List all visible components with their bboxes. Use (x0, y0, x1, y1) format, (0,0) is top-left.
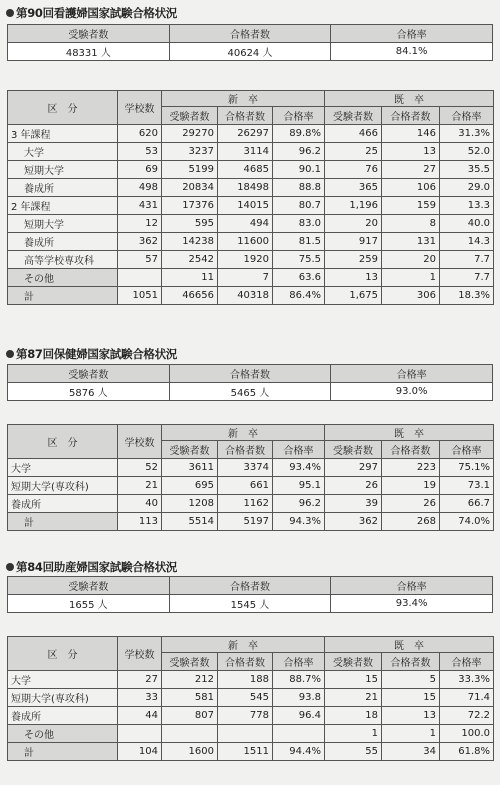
summary-pass-rate: 93.0% (331, 383, 493, 401)
column-header-pass-rate: 合格率 (440, 653, 494, 671)
column-header-passers: 合格者数 (382, 107, 440, 125)
cell-schools: 52 (118, 459, 162, 477)
cell-new-passers: 14015 (218, 197, 273, 215)
cell-new-examinees: 807 (162, 707, 218, 725)
cell-prev-passers: 268 (382, 513, 440, 531)
cell-new-passers (218, 725, 273, 743)
cell-new-passers: 3374 (218, 459, 273, 477)
midwife-summary-table (7, 576, 493, 613)
summary-pass-rate: 93.4% (331, 595, 493, 613)
summary-examinees: 48331 人 (8, 43, 170, 61)
cell-prev-examinees: 39 (325, 495, 382, 513)
table-row (8, 233, 494, 251)
cell-new-passers: 1511 (218, 743, 273, 761)
header-examinees: 受験者数 (8, 577, 170, 595)
cell-prev-examinees: 76 (325, 161, 382, 179)
column-header-schools: 学校数 (118, 91, 162, 125)
cell-prev-examinees: 917 (325, 233, 382, 251)
section-title-nurse (6, 5, 177, 21)
nurse-summary-table (7, 24, 493, 61)
section-title-midwife (6, 559, 177, 575)
cell-prev-pass-rate: 61.8% (440, 743, 494, 761)
column-header-examinees: 受験者数 (162, 441, 218, 459)
cell-new-examinees: 3611 (162, 459, 218, 477)
cell-schools: 44 (118, 707, 162, 725)
header-passers: 合格者数 (169, 25, 331, 43)
column-header-new-graduates: 新 卒 (162, 637, 325, 653)
cell-new-pass-rate: 86.4% (273, 287, 325, 305)
cell-prev-examinees: 1,196 (325, 197, 382, 215)
table-row (8, 743, 494, 761)
cell-prev-pass-rate: 52.0 (440, 143, 494, 161)
cell-schools (118, 725, 162, 743)
cell-prev-pass-rate: 33.3% (440, 671, 494, 689)
table-row (8, 689, 494, 707)
column-header-passers: 合格者数 (382, 441, 440, 459)
cell-schools: 40 (118, 495, 162, 513)
section-title-text: 第87回保健婦国家試験合格状況 (16, 347, 178, 361)
cell-new-pass-rate: 96.4 (273, 707, 325, 725)
cell-prev-pass-rate: 18.3% (440, 287, 494, 305)
cell-new-passers: 11600 (218, 233, 273, 251)
cell-prev-passers: 15 (382, 689, 440, 707)
cell-new-pass-rate: 95.1 (273, 477, 325, 495)
cell-schools: 69 (118, 161, 162, 179)
cell-new-examinees: 581 (162, 689, 218, 707)
column-header-examinees: 受験者数 (162, 653, 218, 671)
column-header-pass-rate: 合格率 (273, 441, 325, 459)
cell-new-pass-rate: 88.7% (273, 671, 325, 689)
cell-new-examinees: 14238 (162, 233, 218, 251)
table-row (8, 251, 494, 269)
cell-prev-examinees: 259 (325, 251, 382, 269)
cell-prev-passers: 1 (382, 725, 440, 743)
cell-new-passers: 778 (218, 707, 273, 725)
cell-prev-pass-rate: 72.2 (440, 707, 494, 725)
table-row (8, 725, 494, 743)
column-header-examinees: 受験者数 (325, 441, 382, 459)
cell-new-passers: 18498 (218, 179, 273, 197)
cell-prev-examinees: 18 (325, 707, 382, 725)
bullet-icon (6, 350, 14, 358)
cell-prev-pass-rate: 35.5 (440, 161, 494, 179)
cell-prev-pass-rate: 14.3 (440, 233, 494, 251)
row-label: 計 (8, 513, 118, 531)
column-header-pass-rate: 合格率 (440, 107, 494, 125)
cell-new-examinees: 5199 (162, 161, 218, 179)
cell-new-pass-rate: 96.2 (273, 143, 325, 161)
cell-new-pass-rate: 94.4% (273, 743, 325, 761)
row-label: その他 (8, 269, 118, 287)
row-label: 大学 (8, 671, 118, 689)
cell-new-examinees: 3237 (162, 143, 218, 161)
cell-new-passers: 7 (218, 269, 273, 287)
row-label: 養成所 (8, 707, 118, 725)
column-header-new-graduates: 新 卒 (162, 425, 325, 441)
cell-prev-pass-rate: 66.7 (440, 495, 494, 513)
cell-new-pass-rate (273, 725, 325, 743)
cell-prev-pass-rate: 74.0% (440, 513, 494, 531)
column-header-examinees: 受験者数 (325, 107, 382, 125)
row-label: 短期大学 (8, 215, 118, 233)
column-header-previous-graduates: 既 卒 (325, 425, 494, 441)
header-pass-rate: 合格率 (331, 25, 493, 43)
cell-prev-passers: 19 (382, 477, 440, 495)
cell-new-examinees: 20834 (162, 179, 218, 197)
cell-prev-examinees: 1,675 (325, 287, 382, 305)
row-label: 養成所 (8, 179, 118, 197)
cell-new-pass-rate: 63.6 (273, 269, 325, 287)
row-label: 大学 (8, 459, 118, 477)
summary-pass-rate: 84.1% (331, 43, 493, 61)
cell-new-passers: 40318 (218, 287, 273, 305)
column-header-examinees: 受験者数 (162, 107, 218, 125)
cell-prev-examinees: 15 (325, 671, 382, 689)
cell-new-pass-rate: 93.4% (273, 459, 325, 477)
table-row (8, 215, 494, 233)
cell-new-examinees: 212 (162, 671, 218, 689)
row-label: 計 (8, 743, 118, 761)
cell-new-passers: 661 (218, 477, 273, 495)
cell-prev-passers: 106 (382, 179, 440, 197)
cell-prev-passers: 34 (382, 743, 440, 761)
summary-passers: 5465 人 (169, 383, 331, 401)
cell-new-pass-rate: 90.1 (273, 161, 325, 179)
cell-prev-pass-rate: 31.3% (440, 125, 494, 143)
cell-prev-examinees: 26 (325, 477, 382, 495)
cell-prev-pass-rate: 100.0 (440, 725, 494, 743)
cell-prev-passers: 131 (382, 233, 440, 251)
column-header-examinees: 受験者数 (325, 653, 382, 671)
column-header-passers: 合格者数 (218, 653, 273, 671)
row-label: 計 (8, 287, 118, 305)
table-row (8, 143, 494, 161)
cell-new-examinees: 46656 (162, 287, 218, 305)
header-passers: 合格者数 (169, 365, 331, 383)
cell-new-pass-rate: 88.8 (273, 179, 325, 197)
cell-schools: 362 (118, 233, 162, 251)
row-label: 高等学校専攻科 (8, 251, 118, 269)
column-header-pass-rate: 合格率 (440, 441, 494, 459)
cell-new-pass-rate: 93.8 (273, 689, 325, 707)
cell-prev-passers: 13 (382, 707, 440, 725)
cell-prev-passers: 1 (382, 269, 440, 287)
table-row (8, 671, 494, 689)
row-label: その他 (8, 725, 118, 743)
cell-new-passers: 1162 (218, 495, 273, 513)
header-examinees: 受験者数 (8, 365, 170, 383)
cell-prev-pass-rate: 75.1% (440, 459, 494, 477)
cell-new-passers: 545 (218, 689, 273, 707)
cell-new-examinees: 29270 (162, 125, 218, 143)
header-pass-rate: 合格率 (331, 365, 493, 383)
cell-prev-pass-rate: 29.0 (440, 179, 494, 197)
table-row (8, 495, 494, 513)
column-header-previous-graduates: 既 卒 (325, 637, 494, 653)
cell-new-passers: 26297 (218, 125, 273, 143)
phn-detail-table (7, 424, 494, 531)
cell-prev-examinees: 362 (325, 513, 382, 531)
cell-schools: 104 (118, 743, 162, 761)
row-label: 大学 (8, 143, 118, 161)
cell-new-examinees: 17376 (162, 197, 218, 215)
cell-new-pass-rate: 89.8% (273, 125, 325, 143)
section-title-text: 第84回助産婦国家試験合格状況 (16, 560, 178, 574)
column-header-schools: 学校数 (118, 637, 162, 671)
cell-new-examinees: 11 (162, 269, 218, 287)
table-row (8, 161, 494, 179)
cell-prev-passers: 146 (382, 125, 440, 143)
cell-new-pass-rate: 94.3% (273, 513, 325, 531)
column-header-category: 区 分 (8, 637, 118, 671)
column-header-schools: 学校数 (118, 425, 162, 459)
cell-new-pass-rate: 80.7 (273, 197, 325, 215)
column-header-category: 区 分 (8, 425, 118, 459)
header-pass-rate: 合格率 (331, 577, 493, 595)
cell-prev-examinees: 13 (325, 269, 382, 287)
table-row (8, 269, 494, 287)
table-row (8, 477, 494, 495)
cell-prev-pass-rate: 13.3 (440, 197, 494, 215)
cell-new-passers: 188 (218, 671, 273, 689)
table-row (8, 513, 494, 531)
cell-prev-passers: 306 (382, 287, 440, 305)
cell-prev-passers: 223 (382, 459, 440, 477)
row-label: 3 年課程 (8, 125, 118, 143)
row-label: 短期大学 (8, 161, 118, 179)
cell-prev-passers: 8 (382, 215, 440, 233)
cell-prev-pass-rate: 71.4 (440, 689, 494, 707)
summary-passers: 1545 人 (169, 595, 331, 613)
cell-prev-pass-rate: 73.1 (440, 477, 494, 495)
cell-new-pass-rate: 81.5 (273, 233, 325, 251)
cell-schools: 620 (118, 125, 162, 143)
table-row (8, 707, 494, 725)
midwife-detail-table (7, 636, 494, 761)
table-row (8, 459, 494, 477)
row-label: 2 年課程 (8, 197, 118, 215)
cell-new-examinees: 1600 (162, 743, 218, 761)
nurse-detail-table (7, 90, 494, 305)
cell-prev-pass-rate: 7.7 (440, 269, 494, 287)
cell-schools: 33 (118, 689, 162, 707)
cell-schools: 27 (118, 671, 162, 689)
cell-new-passers: 494 (218, 215, 273, 233)
section-title-public-health-nurse (6, 346, 177, 362)
cell-new-pass-rate: 96.2 (273, 495, 325, 513)
cell-schools: 431 (118, 197, 162, 215)
row-label: 短期大学(専攻科) (8, 477, 118, 495)
cell-new-pass-rate: 75.5 (273, 251, 325, 269)
cell-schools: 57 (118, 251, 162, 269)
cell-prev-examinees: 20 (325, 215, 382, 233)
column-header-previous-graduates: 既 卒 (325, 91, 494, 107)
cell-prev-passers: 5 (382, 671, 440, 689)
cell-prev-passers: 26 (382, 495, 440, 513)
cell-new-examinees: 695 (162, 477, 218, 495)
cell-schools: 498 (118, 179, 162, 197)
header-examinees: 受験者数 (8, 25, 170, 43)
cell-new-passers: 1920 (218, 251, 273, 269)
column-header-passers: 合格者数 (218, 107, 273, 125)
column-header-category: 区 分 (8, 91, 118, 125)
cell-schools: 113 (118, 513, 162, 531)
cell-prev-pass-rate: 7.7 (440, 251, 494, 269)
phn-summary-table (7, 364, 493, 401)
table-row (8, 125, 494, 143)
column-header-pass-rate: 合格率 (273, 653, 325, 671)
cell-prev-passers: 13 (382, 143, 440, 161)
cell-new-examinees: 2542 (162, 251, 218, 269)
column-header-new-graduates: 新 卒 (162, 91, 325, 107)
cell-schools: 53 (118, 143, 162, 161)
cell-prev-examinees: 466 (325, 125, 382, 143)
summary-passers: 40624 人 (169, 43, 331, 61)
cell-new-passers: 4685 (218, 161, 273, 179)
cell-schools: 1051 (118, 287, 162, 305)
cell-new-examinees: 5514 (162, 513, 218, 531)
cell-prev-passers: 159 (382, 197, 440, 215)
cell-new-passers: 5197 (218, 513, 273, 531)
header-passers: 合格者数 (169, 577, 331, 595)
table-row (8, 179, 494, 197)
cell-new-examinees: 1208 (162, 495, 218, 513)
cell-schools (118, 269, 162, 287)
cell-new-pass-rate: 83.0 (273, 215, 325, 233)
cell-prev-examinees: 365 (325, 179, 382, 197)
summary-examinees: 5876 人 (8, 383, 170, 401)
cell-schools: 12 (118, 215, 162, 233)
cell-prev-pass-rate: 40.0 (440, 215, 494, 233)
row-label: 短期大学(専攻科) (8, 689, 118, 707)
cell-prev-examinees: 21 (325, 689, 382, 707)
bullet-icon (6, 9, 14, 17)
bullet-icon (6, 563, 14, 571)
section-title-text: 第90回看護婦国家試験合格状況 (16, 6, 178, 20)
cell-prev-examinees: 25 (325, 143, 382, 161)
cell-prev-passers: 27 (382, 161, 440, 179)
table-row (8, 197, 494, 215)
cell-new-examinees (162, 725, 218, 743)
table-row (8, 287, 494, 305)
cell-schools: 21 (118, 477, 162, 495)
summary-examinees: 1655 人 (8, 595, 170, 613)
column-header-pass-rate: 合格率 (273, 107, 325, 125)
cell-new-passers: 3114 (218, 143, 273, 161)
cell-new-examinees: 595 (162, 215, 218, 233)
cell-prev-examinees: 1 (325, 725, 382, 743)
cell-prev-examinees: 55 (325, 743, 382, 761)
column-header-passers: 合格者数 (382, 653, 440, 671)
cell-prev-examinees: 297 (325, 459, 382, 477)
row-label: 養成所 (8, 495, 118, 513)
cell-prev-passers: 20 (382, 251, 440, 269)
column-header-passers: 合格者数 (218, 441, 273, 459)
row-label: 養成所 (8, 233, 118, 251)
